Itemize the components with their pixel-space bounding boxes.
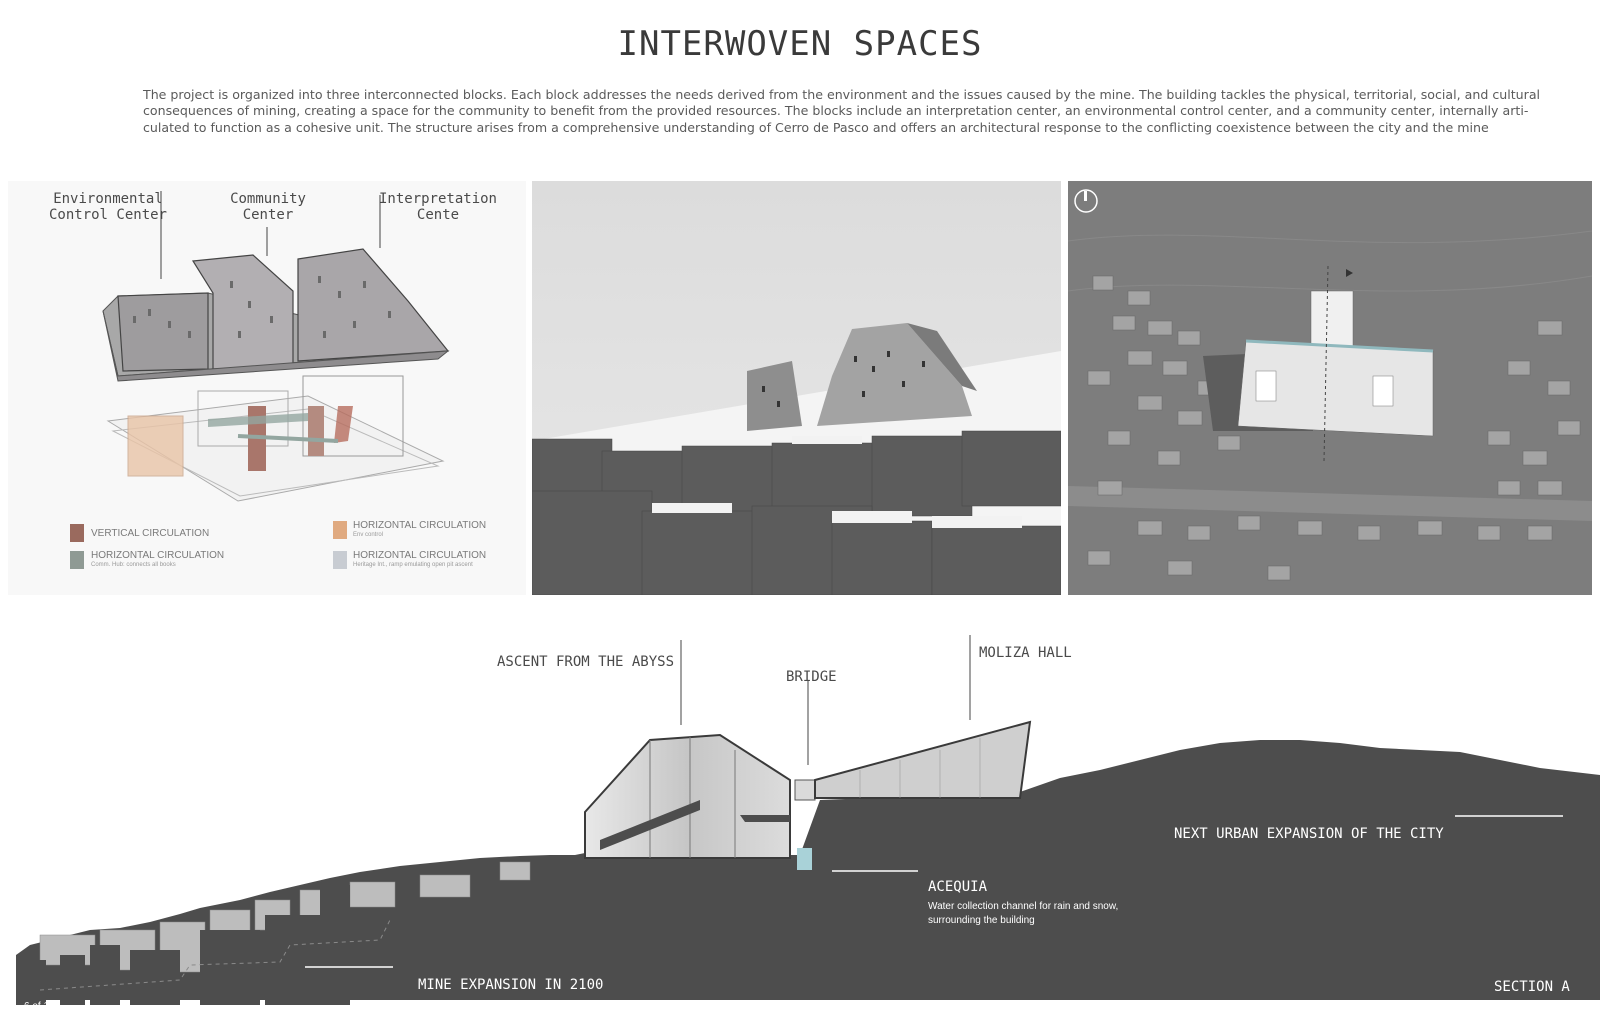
render-image: [532, 181, 1061, 595]
label-section-a: SECTION A: [1494, 979, 1570, 995]
section-drawing: [0, 600, 1600, 1028]
perspective-render-panel: [532, 181, 1061, 595]
site-plan-image: [1068, 181, 1592, 595]
page-number: 6 of 10: [24, 1001, 55, 1012]
legend-sublabel: Comm. Hub: connects all books: [91, 562, 176, 568]
label-line: Environmental: [53, 191, 163, 207]
label-mine-expansion: MINE EXPANSION IN 2100: [418, 977, 604, 993]
intro-line: The project is organized into three interconnected blocks. Each block addresses the needs derived from the environment and the issues caused by the mine. The building tackles the physical, territorial, social, and cultural: [143, 87, 1541, 102]
site-plan-panel: [1068, 181, 1592, 595]
legend-swatch-vertical: [70, 524, 84, 542]
acequia-note: [928, 900, 1128, 928]
label-acequia: ACEQUIA: [928, 879, 988, 895]
legend-label: HORIZONTAL CIRCULATION: [91, 550, 225, 561]
label-next-urban-expansion: NEXT URBAN EXPANSION OF THE CITY: [1174, 826, 1444, 842]
legend-label: VERTICAL CIRCULATION: [91, 528, 210, 539]
label-line: Cente: [416, 207, 460, 223]
legend-label: HORIZONTAL CIRCULATION: [353, 550, 487, 561]
legend-sublabel: Env control: [353, 532, 384, 538]
intro-paragraph: [143, 87, 1541, 136]
label-moliza-hall: MOLIZA HALL: [979, 645, 1072, 661]
label-line: Interpretation: [378, 191, 497, 207]
legend-label: HORIZONTAL CIRCULATION: [353, 520, 487, 531]
label-ascent-from-the-abyss: ASCENT FROM THE ABYSS: [497, 654, 675, 670]
label-bridge: BRIDGE: [786, 669, 837, 685]
label-line: Community: [230, 191, 306, 207]
label-line: Center: [242, 207, 294, 223]
intro-line: consequences of mining, creating a space for the community to benefit from the provided resources. The blocks include an interpretation center, an environmental control center, and a community center, internally arti-: [143, 103, 1529, 119]
acequia-note-line: surrounding the building: [928, 915, 1035, 926]
intro-line: culated to function as a cohesive unit. The structure arises from a comprehensive understanding of Cerro de Pasco and offers an architectural response to the conflicting coexistence between the city and the mine: [143, 119, 1489, 135]
label-line: Control Center: [48, 207, 167, 223]
axonometric-diagram-panel: [8, 181, 526, 595]
axonometric-drawing: [8, 181, 526, 595]
acequia-note-line: Water collection channel for rain and snow,: [928, 901, 1119, 912]
legend-swatch-horizontal-heritage: [333, 551, 347, 569]
legend-swatch-horizontal-env: [333, 521, 347, 539]
legend-sublabel: Heritage Int., ramp emulating open pit ascent: [353, 562, 473, 568]
page-title: INTERWOVEN SPACES: [617, 24, 983, 64]
legend-swatch-horizontal-comm: [70, 551, 84, 569]
